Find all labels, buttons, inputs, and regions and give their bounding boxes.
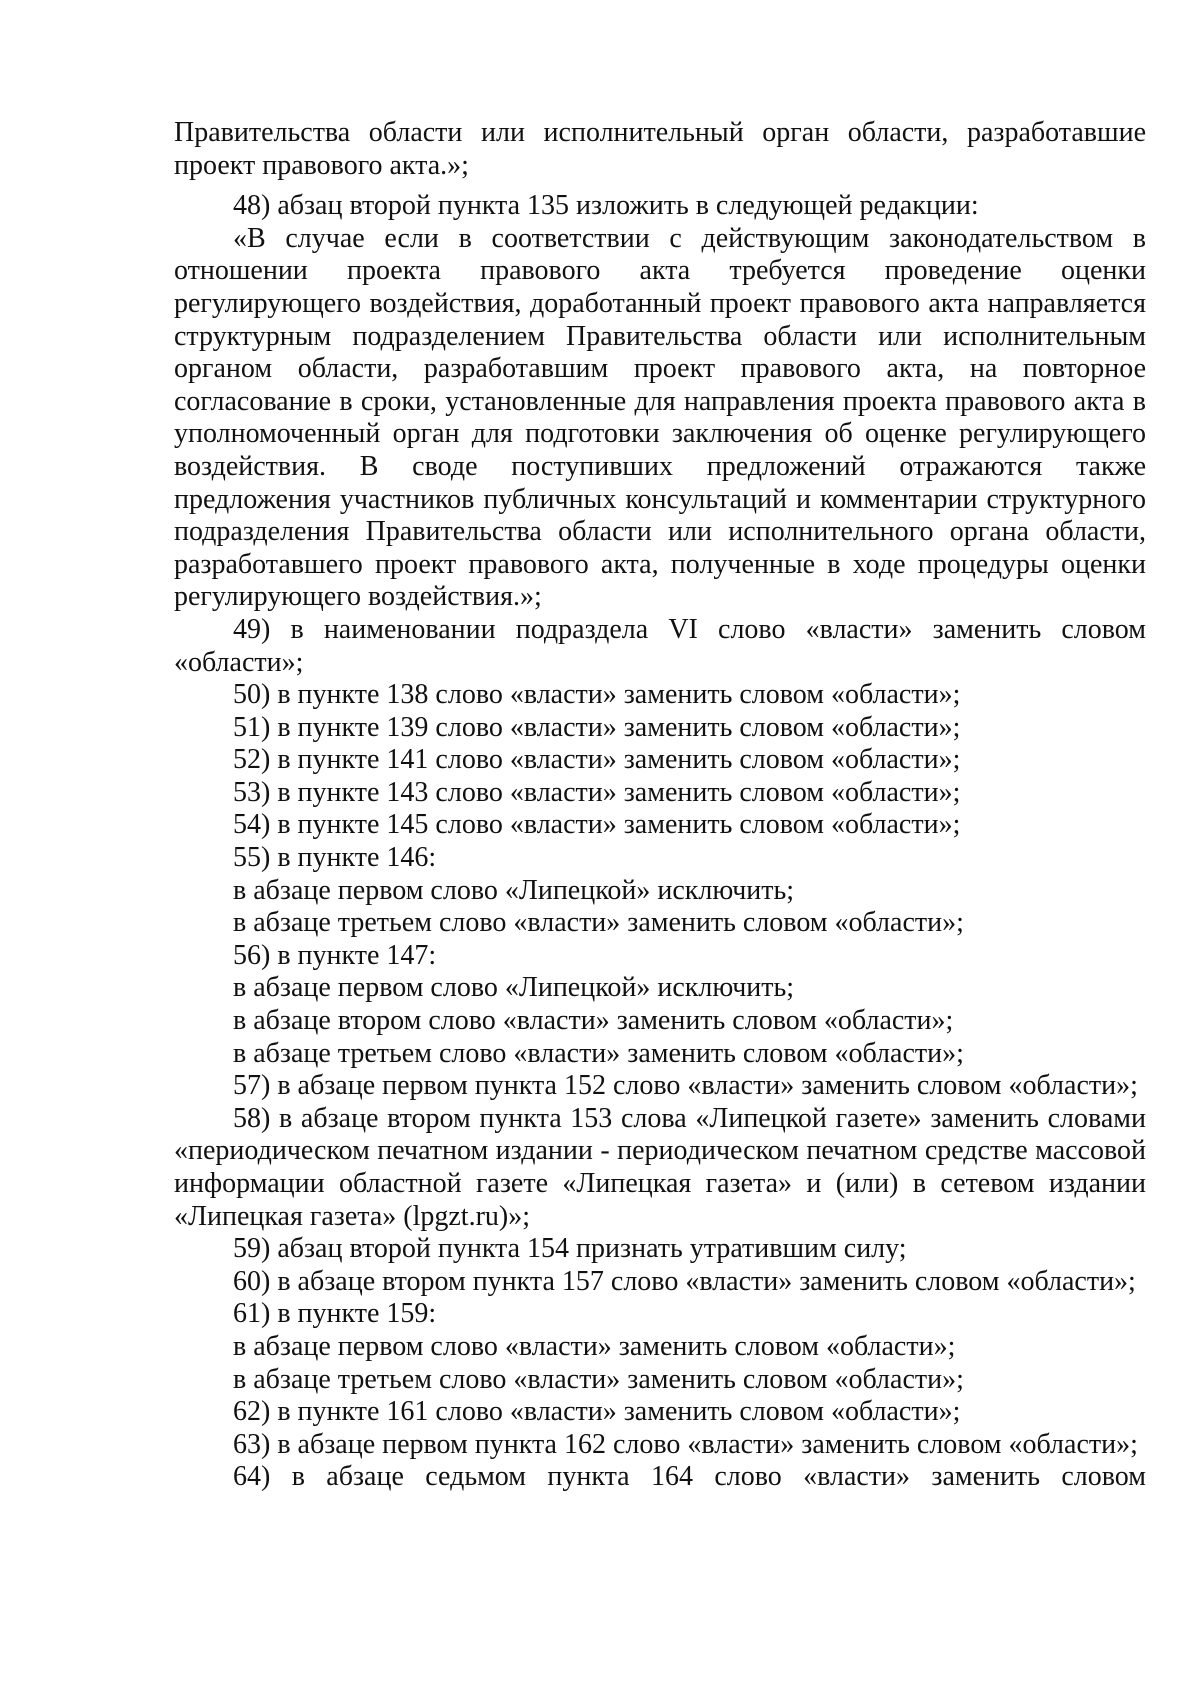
paragraph-item-60: 60) в абзаце втором пункта 157 слово «власти» заменить словом «области»;: [233, 1265, 1136, 1297]
paragraph-item-61: 61) в пункте 159:: [233, 1298, 437, 1330]
paragraph-item-54: 54) в пункте 145 слово «власти» заменить словом «области»;: [233, 809, 961, 841]
paragraph-item-49: 49) в наименовании подраздела VI слово «власти» заменить словом «области»;: [174, 613, 1146, 678]
paragraph-item-53: 53) в пункте 143 слово «власти» заменить словом «области»;: [233, 776, 961, 808]
paragraph-item-50: 50) в пункте 138 слово «власти» заменить словом «области»;: [233, 679, 961, 711]
paragraph-item-59: 59) абзац второй пункта 154 признать утратившим силу;: [233, 1233, 907, 1265]
paragraph-item-63: 63) в абзаце первом пункта 162 слово «власти» заменить словом «области»;: [233, 1428, 1138, 1460]
paragraph-item-61-sub-2: в абзаце третьем слово «власти» заменить словом «области»;: [233, 1363, 964, 1395]
paragraph-item-56: 56) в пункте 147:: [233, 939, 437, 971]
paragraph-item-58: 58) в абзаце втором пункта 153 слова «Липецкой газете» заменить словами «периодическом печатном издании - периодическом печатном средстве массовой информации областной газете «Липецкая газета» и (или) в сетевом издании «Липецкая газета» (lpgzt.ru)»;: [174, 1102, 1146, 1232]
paragraph-item-64: 64) в абзаце седьмом пункта 164 слово «власти» заменить словом: [233, 1461, 1146, 1493]
paragraph-item-48: 48) абзац второй пункта 135 изложить в следующей редакции:: [233, 190, 979, 222]
paragraph-item-55-sub-2: в абзаце третьем слово «власти» заменить словом «области»;: [233, 907, 964, 939]
paragraph-item-61-sub-1: в абзаце первом слово «власти» заменить словом «области»;: [233, 1330, 956, 1362]
paragraph-quoted-text: «В случае если в соответствии с действующим законодательством в отношении проекта правового акта требуется проведение оценки регулирующего воздействия, доработанный проект правового акта направляется структурным подразделением Правительства области или исполнительным органом области, разработавшим проект правового акта, на повторное согласование в сроки, установленные для направления проекта правового акта в уполномоченный орган для подготовки заключения об оценке регулирующего воздействия. В своде поступивших предложений отражаются также предложения участников публичных консультаций и комментарии структурного подразделения Правительства области или исполнительного органа области, разработавшего проект правового акта, полученные в ходе процедуры оценки регулирующего воздействия.»;: [174, 222, 1146, 613]
paragraph-item-52: 52) в пункте 141 слово «власти» заменить словом «области»;: [233, 744, 961, 776]
paragraph-continuation: Правительства области или исполнительный орган области, разработавшие проект правового акта.»;: [174, 117, 1146, 181]
paragraph-item-57: 57) в абзаце первом пункта 152 слово «власти» заменить словом «области»;: [233, 1070, 1138, 1102]
document-page: [174, 117, 1146, 1494]
paragraph-item-56-sub-3: в абзаце третьем слово «власти» заменить словом «области»;: [233, 1037, 964, 1069]
paragraph-item-55-sub-1: в абзаце первом слово «Липецкой» исключить;: [233, 874, 795, 906]
paragraph-item-51: 51) в пункте 139 слово «власти» заменить словом «области»;: [233, 711, 961, 743]
paragraph-item-62: 62) в пункте 161 слово «власти» заменить словом «области»;: [233, 1396, 961, 1428]
paragraph-item-56-sub-1: в абзаце первом слово «Липецкой» исключить;: [233, 972, 795, 1004]
paragraph-item-55: 55) в пункте 146:: [233, 842, 437, 874]
paragraph-item-56-sub-2: в абзаце втором слово «власти» заменить словом «области»;: [233, 1005, 954, 1037]
